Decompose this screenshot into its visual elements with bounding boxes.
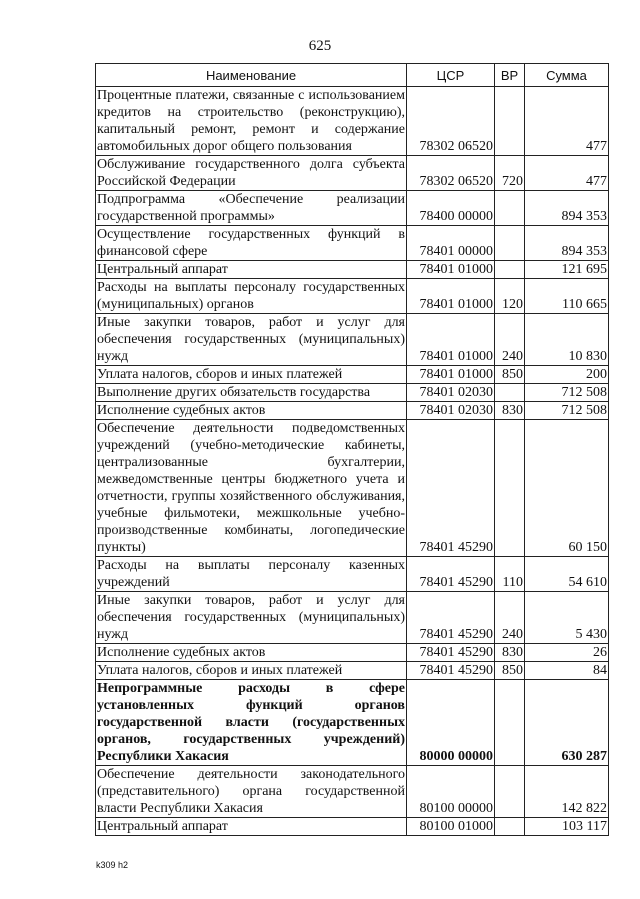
row-csr-cell: 78401 45290 — [407, 420, 495, 557]
row-sum-cell: 10 830 — [525, 314, 609, 366]
row-sum-cell: 630 287 — [525, 680, 609, 766]
row-vr-cell: 720 — [495, 156, 525, 191]
row-csr-cell: 78401 01000 — [407, 366, 495, 384]
table-row — [96, 818, 609, 836]
row-csr-cell: 78401 45290 — [407, 592, 495, 644]
row-csr-cell: 78401 02030 — [407, 384, 495, 402]
row-sum-cell: 110 665 — [525, 279, 609, 314]
row-name-cell: Подпрограмма «Обеспечение реализации государственной программы» — [97, 192, 405, 224]
header-csr: ЦСР — [407, 64, 495, 87]
row-name-cell: Обслуживание государственного долга субъекта Российской Федерации — [97, 157, 405, 189]
table-row — [96, 261, 609, 279]
row-sum-cell: 84 — [525, 662, 609, 680]
header-sum: Сумма — [525, 64, 609, 87]
row-vr-cell: 240 — [495, 314, 525, 366]
row-csr-cell: 80000 00000 — [407, 680, 495, 766]
row-csr-cell: 78401 45290 — [407, 557, 495, 592]
row-csr-cell: 78401 00000 — [407, 226, 495, 261]
row-sum-cell: 894 353 — [525, 226, 609, 261]
table-header-row — [96, 64, 609, 87]
header-name: Наименование — [96, 64, 407, 87]
row-vr-cell — [495, 680, 525, 766]
row-csr-cell: 80100 01000 — [407, 818, 495, 836]
row-name-cell: Обеспечение деятельности подведомственных учреждений (учебно-методические кабинеты, централизованные бухгалтерии, межведомственные центры бюджетного учета и отчетности, группы хозяйственного обслуживания, учебные фильмотеки, межшкольные учебно-производственные комбинаты, логопедические пункты) — [97, 421, 405, 555]
page-number: 625 — [308, 38, 332, 54]
table-row — [96, 662, 609, 680]
row-sum-cell: 54 610 — [525, 557, 609, 592]
row-name-cell: Расходы на выплаты персоналу государственных (муниципальных) органов — [97, 280, 405, 312]
row-sum-cell: 712 508 — [525, 384, 609, 402]
header-vr: ВР — [495, 64, 525, 87]
row-vr-cell: 830 — [495, 402, 525, 420]
row-vr-cell — [495, 818, 525, 836]
row-name-cell: Исполнение судебных актов — [96, 644, 407, 662]
row-name-cell: Выполнение других обязательств государства — [96, 384, 407, 402]
row-csr-cell: 80100 00000 — [407, 766, 495, 818]
row-sum-cell: 477 — [525, 156, 609, 191]
row-name-cell: Осуществление государственных функций в финансовой сфере — [97, 227, 405, 259]
row-name-cell: Центральный аппарат — [96, 261, 407, 279]
budget-table — [95, 63, 609, 836]
table-body — [96, 87, 609, 836]
row-csr-cell: 78401 02030 — [407, 402, 495, 420]
row-name-cell: Расходы на выплаты персоналу казенных учреждений — [97, 558, 405, 590]
row-vr-cell: 120 — [495, 279, 525, 314]
table-row — [96, 366, 609, 384]
row-vr-cell: 240 — [495, 592, 525, 644]
row-csr-cell: 78401 01000 — [407, 279, 495, 314]
row-vr-cell — [495, 261, 525, 279]
table-row — [96, 557, 609, 592]
table-row — [96, 156, 609, 191]
row-vr-cell: 850 — [495, 366, 525, 384]
row-vr-cell — [495, 87, 525, 156]
row-name-cell: Иные закупки товаров, работ и услуг для обеспечения государственных (муниципальных) нужд — [97, 315, 405, 364]
table-row — [96, 592, 609, 644]
row-sum-cell: 894 353 — [525, 191, 609, 226]
row-csr-cell: 78302 06520 — [407, 87, 495, 156]
row-sum-cell: 60 150 — [525, 420, 609, 557]
row-vr-cell — [495, 226, 525, 261]
row-sum-cell: 26 — [525, 644, 609, 662]
row-vr-cell: 830 — [495, 644, 525, 662]
table-row — [96, 191, 609, 226]
row-csr-cell: 78401 01000 — [407, 314, 495, 366]
row-vr-cell: 110 — [495, 557, 525, 592]
row-csr-cell: 78401 45290 — [407, 644, 495, 662]
table-row — [96, 314, 609, 366]
row-name-cell: Центральный аппарат — [96, 818, 407, 836]
table-row — [96, 766, 609, 818]
row-vr-cell — [495, 384, 525, 402]
row-sum-cell: 5 430 — [525, 592, 609, 644]
table-row — [96, 279, 609, 314]
row-vr-cell: 850 — [495, 662, 525, 680]
row-sum-cell: 103 117 — [525, 818, 609, 836]
footer-code: k309 h2 — [96, 860, 129, 870]
row-vr-cell — [495, 191, 525, 226]
row-csr-cell: 78401 01000 — [407, 261, 495, 279]
row-name-cell: Исполнение судебных актов — [96, 402, 407, 420]
row-csr-cell: 78302 06520 — [407, 156, 495, 191]
row-sum-cell: 121 695 — [525, 261, 609, 279]
row-sum-cell: 712 508 — [525, 402, 609, 420]
row-vr-cell — [495, 766, 525, 818]
row-csr-cell: 78401 45290 — [407, 662, 495, 680]
table-row — [96, 420, 609, 557]
row-name-cell: Непрограммные расходы в сфере установленных функций органов государственной власти (государственных органов, государственных учреждений) Республики Хакасия — [97, 681, 405, 764]
row-sum-cell: 142 822 — [525, 766, 609, 818]
row-vr-cell — [495, 420, 525, 557]
table-row — [96, 644, 609, 662]
row-sum-cell: 477 — [525, 87, 609, 156]
row-csr-cell: 78400 00000 — [407, 191, 495, 226]
table-row — [96, 384, 609, 402]
row-name-cell: Обеспечение деятельности законодательного (представительного) органа государственной власти Республики Хакасия — [97, 767, 405, 816]
table-row — [96, 402, 609, 420]
table-row — [96, 226, 609, 261]
table-row — [96, 87, 609, 156]
row-name-cell: Уплата налогов, сборов и иных платежей — [96, 662, 407, 680]
row-name-cell: Иные закупки товаров, работ и услуг для обеспечения государственных (муниципальных) нужд — [97, 593, 405, 642]
row-name-cell: Уплата налогов, сборов и иных платежей — [96, 366, 407, 384]
row-sum-cell: 200 — [525, 366, 609, 384]
row-name-cell: Процентные платежи, связанные с использованием кредитов на строительство (реконструкцию), капитальный ремонт, ремонт и содержание автомобильных дорог общего пользования — [97, 88, 405, 154]
table-row — [96, 680, 609, 766]
